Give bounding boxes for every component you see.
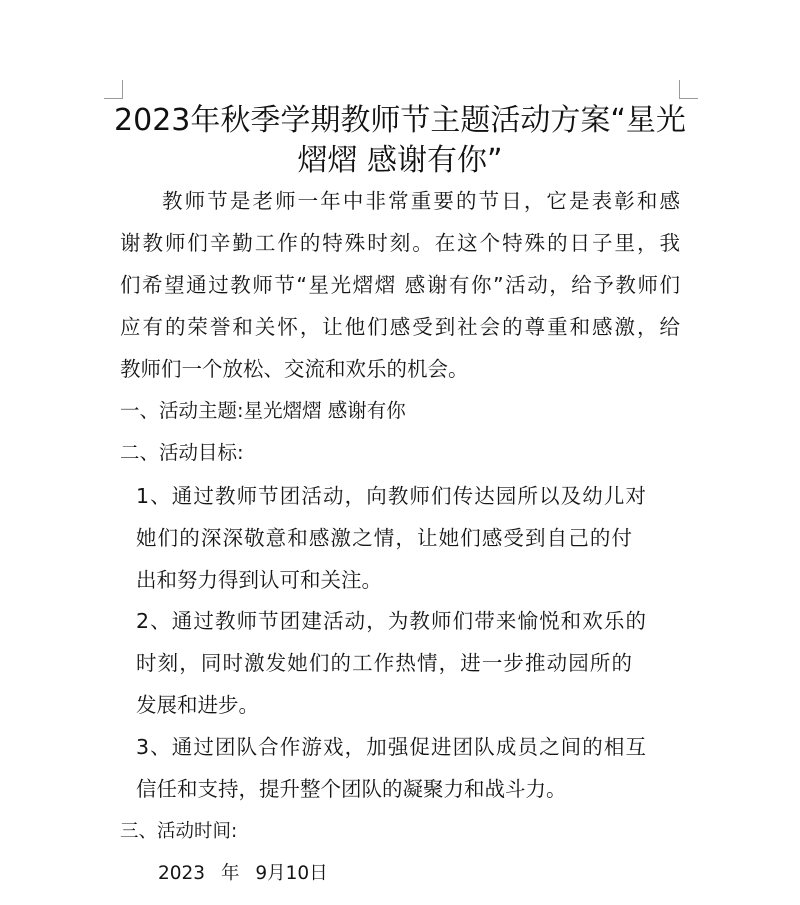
intro-line-2: 谢教师们辛勤工作的特殊时刻。在这个特殊的日子里，我 [120,231,680,255]
date-year: 2023 [158,863,206,884]
goal-2-line-2: 时刻，同时激发她们的工作热情，进一步推动园所的 [136,651,632,675]
date-year-unit: 年 [220,863,240,884]
crop-mark-top-right [679,80,698,99]
goal-1-line-1: 1、通过教师节团活动，向教师们传达园所以及幼儿对 [136,484,646,508]
intro-line-3: 们希望通过教师节“星光熠熠 感谢有你”活动，给予教师们 [120,273,680,297]
goal-3-line-1: 3、通过团队合作游戏，加强促进团队成员之间的相互 [136,735,646,759]
goal-2-line-1: 2、通过教师节团建活动，为教师们带来愉悦和欢乐的 [136,609,646,633]
intro-line-5: 教师们一个放松、交流和欢乐的机会。 [120,357,469,381]
document-title-line-1: 2023年秋季学期教师节主题活动方案“星光 [114,103,686,138]
section-theme-heading: 一、活动主题:星光熠熠 感谢有你 [120,399,406,422]
crop-mark-top-left [104,80,123,99]
goal-3-line-2: 信任和支持，提升整个团队的凝聚力和战斗力。 [136,777,567,801]
goal-2-line-3: 发展和进步。 [136,693,259,717]
activity-date [158,859,328,889]
intro-line-4: 应有的荣誉和关怀，让他们感受到社会的尊重和感激，给 [120,315,680,339]
section-time-heading: 三、活动时间: [120,821,238,842]
intro-line-1: 教师节是老师一年中非常重要的节日，它是表彰和感 [162,189,680,213]
section-goals-heading: 二、活动目标: [120,441,244,464]
goal-1-line-2: 她们的深深敬意和感激之情，让她们感受到自己的付 [136,526,632,550]
document-title-line-2: 熠熠 感谢有你” [297,143,503,178]
goal-1-line-3: 出和努力得到认可和关注。 [136,568,382,592]
date-day: 9月10日 [255,863,328,884]
